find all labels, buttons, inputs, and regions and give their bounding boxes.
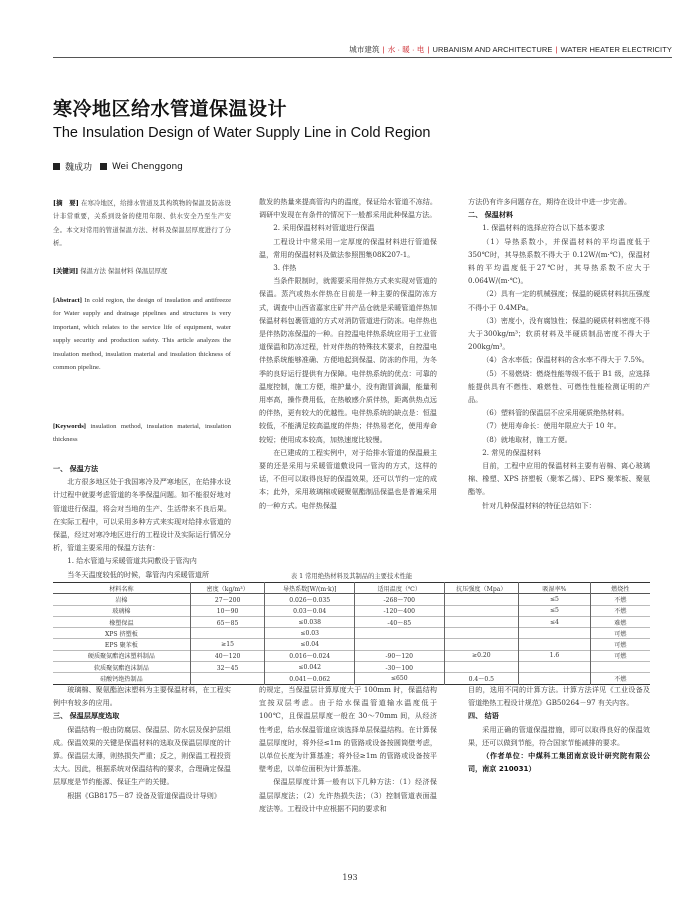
paragraph: 目前，工程中应用的保温材料主要有岩棉、离心玻璃棉、橡塑、XPS 挤塑板（聚苯乙烯）、EPS 聚苯板、聚氨酯等。	[468, 461, 650, 497]
table-caption: 表 1 常用绝热材料及其制品的主要技术性能	[290, 573, 413, 580]
keywords-text-cn: 保温方法 保温材料 保温层厚度	[80, 267, 168, 275]
table-cell	[519, 628, 591, 639]
table-cell: 橡塑保温	[53, 616, 190, 627]
table-cell: ≤4	[519, 616, 591, 627]
section-heading: 一、 保温方法	[53, 464, 99, 473]
table-cell: 不燃	[590, 594, 650, 605]
paragraph: 2. 常见的保温材料	[482, 447, 541, 457]
author-cn: 魏成功	[65, 163, 93, 173]
table-row	[53, 605, 650, 616]
header-section: 城市建筑	[349, 45, 380, 54]
abstract-label-en: [Abstract]	[53, 297, 82, 304]
table-cell	[444, 639, 519, 650]
header-section-en: URBANISM AND ARCHITECTURE	[432, 45, 553, 54]
paragraph: 散发的热量来提高管沟内的温度，保证给水管道不冻结。调研中发现在有条件的情况下一般都采用此种保温方法。	[259, 197, 437, 220]
table-cell	[354, 628, 444, 639]
paragraph: （7）使用寿命长：使用年限应大于 10 年。	[482, 421, 621, 431]
table-cell: -90～120	[354, 650, 444, 661]
header-subsection: 水 · 暖 · 电	[387, 45, 425, 54]
column-2-bottom	[259, 683, 437, 815]
keywords-label-en: [Keywords]	[53, 423, 86, 430]
paragraph: （2）具有一定的机械强度；保温的硬质材料抗压强度不得小于 0.4MPa。	[468, 289, 650, 312]
table-header-row	[53, 583, 650, 594]
paper-title-cn: 寒冷地区给水管道保温设计	[53, 98, 288, 120]
paper-title-en: The Insulation Design of Water Supply Line in Cold Region	[53, 125, 431, 141]
table-row	[53, 594, 650, 605]
column-1-body	[53, 462, 231, 581]
table-cell: 0.016～0.024	[265, 650, 355, 661]
header-divider: |	[427, 45, 430, 54]
table-cell: 32～45	[190, 662, 265, 673]
paragraph: 工程设计中常采用一定厚度的保温材料进行管道保温，常用的保温材料及做法参照图集08K207-1。	[259, 236, 437, 259]
table-cell	[444, 594, 519, 605]
table-cell	[444, 628, 519, 639]
column-1-bottom	[53, 683, 231, 802]
table-cell: -30～100	[354, 662, 444, 673]
table-cell: 40～120	[190, 650, 265, 661]
table-cell: ≤0.03	[265, 628, 355, 639]
column-3-bottom	[468, 683, 650, 775]
paragraph: 方法仍有许多问题存在，期待在设计中进一步完善。	[468, 197, 632, 206]
table-cell: 0.026～0.035	[265, 594, 355, 605]
table-cell	[519, 662, 591, 673]
table-header-cell: 导热系数[W/(m·k)]	[265, 583, 355, 594]
table-cell: 玻璃棉	[53, 605, 190, 616]
table-row	[53, 639, 650, 650]
table-cell: 硬质聚氨酯泡沫塑料制品	[53, 650, 190, 661]
header-subsection-en: WATER HEATER ELECTRICITY	[560, 45, 672, 54]
section-heading: 二、 保温材料	[468, 210, 514, 220]
table-cell: EPS 聚苯板	[53, 639, 190, 650]
paragraph: 根据《GB8175－87 设备及管道保温设计导则》	[67, 790, 221, 800]
table-cell: 不燃	[590, 605, 650, 616]
column-3-body	[468, 195, 650, 512]
table-cell: ≤650	[354, 673, 444, 684]
section-heading: 三、 保温层厚度选取	[53, 711, 120, 721]
table-cell: 0.03～0.04	[265, 605, 355, 616]
header-rule	[53, 57, 672, 58]
table-cell	[444, 616, 519, 627]
table-header-cell: 密度（kg/m³）	[190, 583, 265, 594]
keywords-text-en: insulation method, insulation material, insulation thickness	[53, 423, 231, 444]
table-row	[53, 662, 650, 673]
paragraph: 在已建成的工程实例中，对于给排水管道的保温最主要的还是采用与采暖管道敷设同一管沟的方式，这样的话，不但可以取得良好的保温效果，还可以节约一定的成本；此外，采用玻璃棉或硬聚氨酯制品保温也是普遍采用的一种方式。电伴热保温	[259, 447, 437, 510]
paragraph: 北方很多地区处于我国寒冷及严寒地区，在给排水设计过程中就要考虑管道的冬季保温问题。如不能很好地对管道进行保温，将会对当地的生产、生活带来不良后果。在实际工程中，可以采用多种方式来实现对给排水管道的保温，经过对寒冷地区进行的工程设计及实际运行情况分析，管道主要采用的保温方法有：	[53, 477, 231, 553]
journal-header	[349, 44, 672, 55]
table-cell: XPS 挤塑板	[53, 628, 190, 639]
table-cell: 27～200	[190, 594, 265, 605]
table-cell: ≤5	[519, 605, 591, 616]
table-cell: ≥0.20	[444, 650, 519, 661]
table-cell: -40～85	[354, 616, 444, 627]
table-cell	[444, 662, 519, 673]
table-cell: 可燃	[590, 650, 650, 661]
paragraph: 保温结构一般由防腐层、保温层、防水层及保护层组成。保温效果的关键是保温材料的选取及保温层厚度的计算。保温层太薄，则热损失严重；反之，则保温工程投资太大。因此，根据系统对保温结构的要求，合理确定保温层厚度是节约能源、保证生产的关键。	[53, 724, 231, 787]
abstract-text-en: In cold region, the design of insulation and antifreeze for Water supply and drainage pipelines and structures is very important, which relates to the service life of equipment, water supply security and production safety. This article analyzes the insulation method, insulation material and insulation thickness of common pipeline.	[53, 297, 231, 372]
square-bullet-icon	[53, 163, 60, 170]
table-cell: 65～85	[190, 616, 265, 627]
abstract-label-cn: [摘 要]	[53, 199, 79, 207]
table-row	[53, 628, 650, 639]
table-cell: ≤5	[519, 594, 591, 605]
table-cell: 1.6	[519, 650, 591, 661]
table-cell	[444, 605, 519, 616]
table-cell: 软质聚氨酯泡沫制品	[53, 662, 190, 673]
square-bullet-icon	[100, 163, 107, 170]
paragraph: 玻璃棉、聚氨酯泡沫塑料为主要保温材料，在工程实例中有较多的应用。	[53, 685, 231, 708]
paragraph: 目的，选用不同的计算方法。计算方法详见《工业设备及管道绝热工程设计规范》GB50264－97 有关内容。	[468, 685, 650, 708]
keywords-en	[53, 420, 231, 447]
author-line	[53, 160, 183, 173]
abstract-cn	[53, 197, 231, 251]
paragraph: 针对几种保温材料的特征总结如下：	[482, 500, 596, 510]
abstract-en	[53, 294, 231, 374]
materials-table	[53, 582, 650, 685]
author-affiliation: （作者单位：中煤科工集团南京设计研究院有限公司，南京 210031）	[468, 751, 650, 774]
section-heading: 四、 结语	[468, 711, 499, 721]
table-cell: -268～700	[354, 594, 444, 605]
paragraph: （5）不易燃烧：燃烧性能等级不低于 B1 级，应选择能提供具有不燃性、难燃性、可燃性性能检测证明的产品。	[468, 368, 650, 405]
keywords-cn	[53, 265, 231, 278]
paragraph: 保温层厚度计算一般有以下几种方法：（1）经济保温层厚度法；（2）允许热损失法；（3）控制管道表面温度法等。工程设计中应根据不同的要求和	[259, 777, 437, 813]
table-cell: 可燃	[590, 628, 650, 639]
paragraph: 采用正确的管道保温措施，即可以取得良好的保温效果，还可以做到节能，符合国家节能减排的要求。	[468, 724, 650, 747]
table-header-cell: 材料名称	[53, 583, 190, 594]
paragraph: （4）含水率低；保温材料的含水率不得大于 7.5%。	[482, 355, 649, 365]
header-divider: |	[382, 45, 385, 54]
abstract-text-cn: 在寒冷地区，给排水管道及其构筑物的保温及防冻设计非常重要，关系到设备的使用年限、供水安全乃至生产安全。本文对常用的管道保温方法、材料及保温层厚度进行了分析。	[53, 199, 231, 248]
table-cell	[354, 639, 444, 650]
table-cell: 硅酸钙绝热制品	[53, 673, 190, 684]
table-header-cell: 燃烧性	[590, 583, 650, 594]
table-cell: ≤0.038	[265, 616, 355, 627]
table-cell: 0.041～0.062	[265, 673, 355, 684]
table-cell	[590, 662, 650, 673]
table-cell: ≤0.042	[265, 662, 355, 673]
paragraph: （6）塑料管的保温层不应采用硬质绝热材料。	[482, 408, 629, 418]
table-cell: ≥15	[190, 639, 265, 650]
paragraph: 1. 保温材料的选择应符合以下基本要求	[482, 223, 605, 233]
table-cell: 10～90	[190, 605, 265, 616]
paragraph: 当条件限制时，就需要采用伴热方式来实现对管道的保温。蒸汽或热水伴热在目前是一种主要的保温防冻方式，调查中山西省嘉家庄矿井产品仓就是采暖管道伴热加保温材料包裹管道的方式对消防管道进行防冻。电伴热也是伴热防冻保温的一种。自控温电伴热系统应用于工业管道保温和防冻过程，针对伴热的特殊技术要求，自控温电伴热系统能够准确、方便地起到保温、防冻的作用，为冬季的良好运行提供有力保障。电伴热系统的优点：可靠的温度控制，施工方便，维护量小，没有跑冒滴漏，能量利用率高，操作费用低，在热敏感介质伴热，距离供热点远的伴热，更有较大的优越性。电伴热系统的缺点是：恒温较低，不能满足较高温度的伴热；伴热易老化，使用寿命较短；使用成本较高，加热速度比较慢。	[259, 276, 437, 444]
table-cell: ≤0.04	[265, 639, 355, 650]
page-number: 193	[342, 873, 358, 882]
column-2-body	[259, 195, 437, 512]
paragraph: （8）就地取材，施工方便。	[482, 434, 572, 444]
table-row	[53, 650, 650, 661]
table-cell: 不燃	[590, 673, 650, 684]
table-cell	[190, 628, 265, 639]
table-cell: 难燃	[590, 616, 650, 627]
table-cell	[519, 639, 591, 650]
author-en: Wei Chenggong	[112, 161, 183, 172]
paragraph: 2. 采用保温材料对管道进行保温	[273, 223, 375, 233]
paragraph: （3）密度小，没有腐蚀性；保温的硬质材料密度不得大于300kg/m³；软质材料及半硬质制品密度不得大于 200kg/m³。	[468, 315, 650, 352]
header-divider: |	[555, 45, 558, 54]
table-header-cell: 适用温度（℃）	[354, 583, 444, 594]
table-cell: 可燃	[590, 639, 650, 650]
keywords-label-cn: [关键词]	[53, 267, 79, 275]
table-cell: -120～400	[354, 605, 444, 616]
paragraph: 3. 伴热	[273, 263, 297, 273]
table-header-cell: 吸湿率%	[519, 583, 591, 594]
table-row	[53, 616, 650, 627]
paragraph: 1. 给水管道与采暖管道共同敷设于管沟内	[67, 556, 197, 566]
table-cell: 岩棉	[53, 594, 190, 605]
paragraph: 的规定，当保温层计算厚度大于 100mm 时，保温结构宜按双层考虑。由于给水保温管道输水温度低于 100℃，且保温层厚度一般在 30～70mm 间，从经济性考虑，给水保温管道应该选择单层保温结构。在计算保温层厚度时，将外径≤1m 的管路或设备按圆筒壁考虑，以单位长度为计算基准；将外径≥1m 的管路或设备按平壁考虑，以单位面积为计算基准。	[259, 685, 437, 774]
paragraph: （1）导热系数小，并保温材料的平均温度低于350℃时，其导热系数不得大于 0.12W/(m·℃)，保温材料的平均温度低于27℃时，其导热系数不应大于 0.064W/(m·℃)。	[468, 236, 650, 286]
table-cell: 0.4～0.5	[444, 673, 519, 684]
paragraph: 当冬天温度较低的时候，靠管沟内采暖管道所	[67, 569, 210, 579]
table-header-cell: 抗压强度（Mpa）	[444, 583, 519, 594]
